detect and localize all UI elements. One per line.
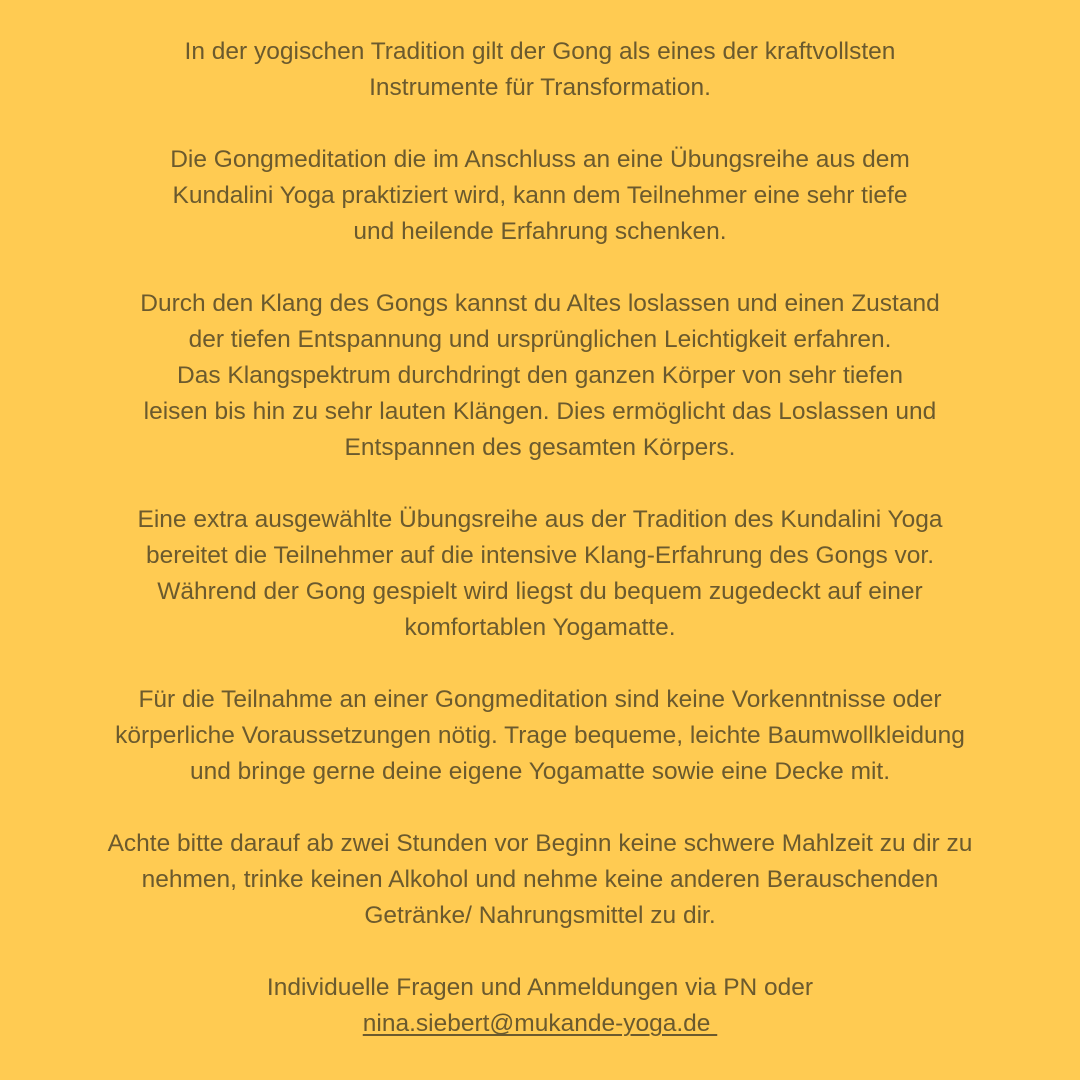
contact-info [0,970,1080,1042]
text-line: bereitet die Teilnehmer auf die intensive Klang-Erfahrung des Gongs vor. [145,542,935,569]
text-line: und heilende Erfahrung schenken. [353,218,727,245]
paragraph-gongmeditation [0,142,1080,250]
text-line: Achte bitte darauf ab zwei Stunden vor Beginn keine schwere Mahlzeit zu dir zu [107,830,973,857]
paragraph-intro [0,34,1080,106]
text-line: In der yogischen Tradition gilt der Gong als eines der kraftvollsten [184,38,896,65]
text-line: der tiefen Entspannung und ursprünglichen Leichtigkeit erfahren. [188,326,892,353]
text-line: Für die Teilnahme an einer Gongmeditation sind keine Vorkenntnisse oder [138,686,942,713]
text-line: leisen bis hin zu sehr lauten Klängen. Dies ermöglicht das Loslassen und [143,398,937,425]
paragraph-uebungsreihe [0,502,1080,646]
text-line: Entspannen des gesamten Körpers. [344,434,736,461]
text-line: Das Klangspektrum durchdringt den ganzen Körper von sehr tiefen [177,362,903,389]
paragraph-hinweise [0,826,1080,934]
text-line: nehmen, trinke keinen Alkohol und nehme keine anderen Berauschenden [141,866,939,893]
text-line: und bringe gerne deine eigene Yogamatte sowie eine Decke mit. [189,758,891,785]
text-line: Die Gongmeditation die im Anschluss an eine Übungsreihe aus dem [170,146,910,173]
text-line: Kundalini Yoga praktiziert wird, kann dem Teilnehmer eine sehr tiefe [172,182,908,209]
email-link[interactable]: nina.siebert@mukande-yoga.de [362,1010,718,1037]
paragraph-klang [0,286,1080,466]
text-line: komfortablen Yogamatte. [404,614,676,641]
text-line: körperliche Voraussetzungen nötig. Trage bequeme, leichte Baumwollkleidung [115,722,965,749]
contact-text: Individuelle Fragen und Anmeldungen via PN oder [266,974,814,1001]
text-line: Durch den Klang des Gongs kannst du Altes loslassen und einen Zustand [140,290,940,317]
text-line: Eine extra ausgewählte Übungsreihe aus der Tradition des Kundalini Yoga [137,506,943,533]
text-line: Getränke/ Nahrungsmittel zu dir. [364,902,716,929]
paragraph-teilnahme [0,682,1080,790]
text-line: Instrumente für Transformation. [369,74,711,101]
contact-email-line [0,1006,1080,1042]
text-line: Während der Gong gespielt wird liegst du bequem zugedeckt auf einer [157,578,923,605]
